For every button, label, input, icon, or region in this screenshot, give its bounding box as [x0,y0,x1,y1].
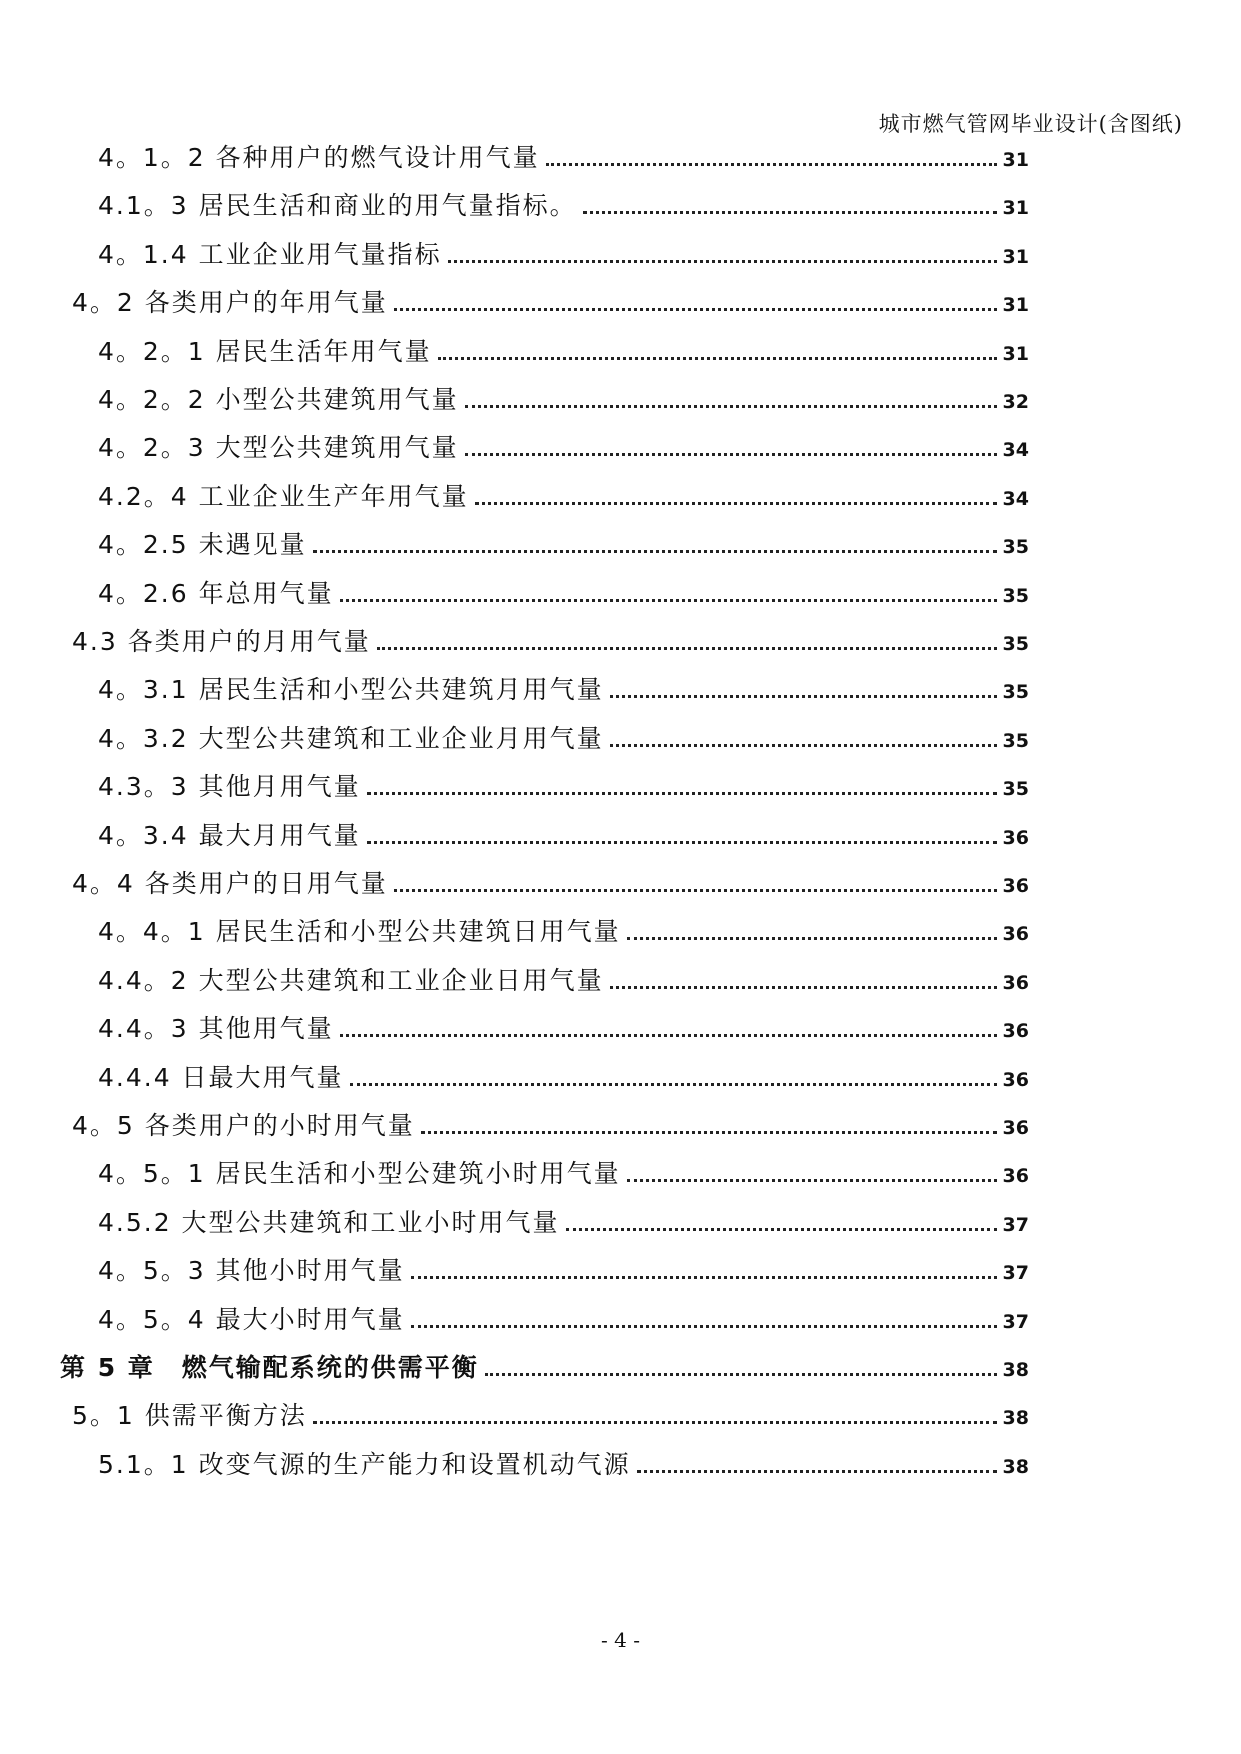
toc-dot-leader [340,599,997,602]
toc-entry-page: 38 [1002,1359,1029,1381]
toc-entry-page: 37 [1002,1310,1029,1333]
toc-entry[interactable] [98,574,1029,610]
toc-entry[interactable] [72,622,1029,658]
toc-entry-title: 4。5。3 其他小时用气量 [98,1256,405,1286]
toc-entry-page: 36 [1002,1165,1029,1188]
toc-dot-leader [394,308,997,311]
toc-entry-title: 4。2.5 未遇见量 [98,530,307,560]
toc-entry-page: 35 [1002,536,1029,559]
toc-entry[interactable] [98,1203,1029,1239]
toc-entry-page: 31 [1002,149,1029,171]
toc-dot-leader [448,260,997,263]
toc-dot-leader [377,647,997,650]
toc-dot-leader [421,1131,997,1134]
toc-entry-title: 4.4。2 大型公共建筑和工业企业日用气量 [98,965,604,995]
toc-entry-page: 36 [1002,923,1029,946]
toc-entry[interactable] [98,816,1029,852]
toc-entry-title: 4。4 各类用户的日用气量 [72,869,388,898]
toc-entry-title: 4。3.1 居民生活和小型公共建筑月用气量 [98,675,604,705]
toc-dot-leader [411,1325,997,1328]
toc-entry-title: 4。5 各类用户的小时用气量 [72,1111,415,1140]
toc-entry[interactable] [98,1300,1029,1336]
toc-entry[interactable] [98,912,1029,948]
toc-dot-leader [438,357,997,360]
toc-entry-title: 4.3 各类用户的月用气量 [72,627,371,656]
toc-entry-page: 38 [1002,1407,1029,1430]
toc-dot-leader [411,1276,997,1279]
toc-entry[interactable] [98,477,1029,513]
toc-entry-page: 36 [1002,1020,1029,1043]
toc-dot-leader [610,695,997,698]
toc-entry-title: 4。1。2 各种用户的燃气设计用气量 [98,143,540,172]
toc-entry[interactable] [98,525,1029,561]
toc-entry-title: 4。2.6 年总用气量 [98,578,334,608]
toc-entry[interactable] [60,1348,1029,1384]
toc-entry-page: 32 [1002,391,1029,413]
toc-entry[interactable] [98,719,1029,755]
toc-entry-page: 37 [1002,1262,1029,1285]
toc-dot-leader [485,1373,997,1376]
toc-entry[interactable] [98,1251,1029,1287]
toc-entry[interactable] [72,1396,1029,1432]
toc-entry-title: 4.3。3 其他月用气量 [98,772,361,802]
toc-entry[interactable] [98,186,1029,222]
toc-entry[interactable] [98,1445,1029,1481]
toc-entry-title: 5。1 供需平衡方法 [72,1401,307,1431]
toc-entry[interactable] [98,235,1029,271]
toc-entry[interactable] [98,961,1029,997]
toc-entry-title: 4。2。1 居民生活年用气量 [98,336,432,366]
toc-entry-title: 4。2。3 大型公共建筑用气量 [98,433,459,463]
toc-dot-leader [566,1228,997,1231]
toc-entry-page: 36 [1002,1068,1029,1091]
toc-entry-page: 35 [1002,778,1029,801]
toc-entry-page: 35 [1002,729,1029,752]
toc-entry-page: 31 [1002,245,1029,268]
toc-entry[interactable] [98,1154,1029,1190]
toc-entry[interactable] [72,1106,1029,1142]
toc-dot-leader [610,744,997,747]
toc-entry[interactable] [98,670,1029,706]
toc-entry-page: 35 [1002,584,1029,607]
toc-dot-leader [627,1179,997,1182]
toc-entry-page: 31 [1002,197,1029,220]
toc-dot-leader [583,211,997,214]
toc-entry-title: 4。5。1 居民生活和小型公建筑小时用气量 [98,1159,621,1189]
toc-entry[interactable] [72,864,1029,900]
running-header: 城市燃气管网毕业设计(含图纸) [878,112,1183,136]
toc-dot-leader [610,986,997,989]
toc-entry-title: 4.1。3 居民生活和商业的用气量指标。 [98,191,577,221]
toc-entry-title: 4.4。3 其他用气量 [98,1014,334,1044]
toc-dot-leader [394,889,997,892]
toc-dot-leader [313,1421,997,1424]
toc-dot-leader [627,937,997,940]
toc-entry-page: 36 [1002,826,1029,849]
toc-dot-leader [475,502,997,505]
toc-dot-leader [367,841,997,844]
toc-dot-leader [313,550,997,553]
toc-entry-page: 38 [1002,1455,1029,1478]
toc-entry-page: 31 [1002,294,1029,317]
toc-dot-leader [340,1034,997,1037]
toc-entry-title: 5.1。1 改变气源的生产能力和设置机动气源 [98,1449,631,1479]
toc-entry[interactable] [98,428,1029,464]
toc-entry-title: 4.5.2 大型公共建筑和工业小时用气量 [98,1207,560,1237]
toc-entry-title: 4。3.2 大型公共建筑和工业企业月用气量 [98,723,604,753]
toc-dot-leader [546,163,997,166]
toc-entry-page: 34 [1002,487,1029,510]
toc-entry-page: 37 [1002,1213,1029,1236]
toc-entry-page: 35 [1002,681,1029,704]
toc-entry[interactable] [98,1058,1029,1094]
page-number: - 4 - [601,1628,640,1652]
toc-dot-leader [465,405,997,408]
toc-entry-title: 4。4。1 居民生活和小型公共建筑日用气量 [98,917,621,947]
toc-entry-page: 36 [1002,1117,1029,1139]
toc-entry-page: 36 [1002,875,1029,897]
toc-entry-page: 34 [1002,439,1029,462]
toc-entry-title: 4。1.4 工业企业用气量指标 [98,239,442,269]
toc-entry[interactable] [98,1009,1029,1045]
toc-dot-leader [350,1083,997,1086]
toc-entry[interactable] [72,283,1029,319]
toc-entry-title: 4.2。4 工业企业生产年用气量 [98,481,469,511]
toc-entry-title: 4。2。2 小型公共建筑用气量 [98,385,459,414]
toc-entry-title: 4。2 各类用户的年用气量 [72,288,388,318]
toc-entry-title: 4。3.4 最大月用气量 [98,820,361,850]
toc-dot-leader [367,792,997,795]
toc-entry[interactable] [98,380,1029,416]
toc-entry-page: 31 [1002,342,1029,365]
toc-entry[interactable] [98,767,1029,803]
toc-entry[interactable] [98,138,1029,174]
toc-dot-leader [465,453,997,456]
toc-entry-title: 4.4.4 日最大用气量 [98,1062,344,1092]
toc-entry-title: 4。5。4 最大小时用气量 [98,1304,405,1334]
toc-entry[interactable] [98,332,1029,368]
toc-entry-page: 36 [1002,971,1029,994]
toc-dot-leader [637,1470,997,1473]
toc-entry-title: 第 5 章 燃气输配系统的供需平衡 [60,1353,479,1382]
toc-entry-page: 35 [1002,633,1029,655]
